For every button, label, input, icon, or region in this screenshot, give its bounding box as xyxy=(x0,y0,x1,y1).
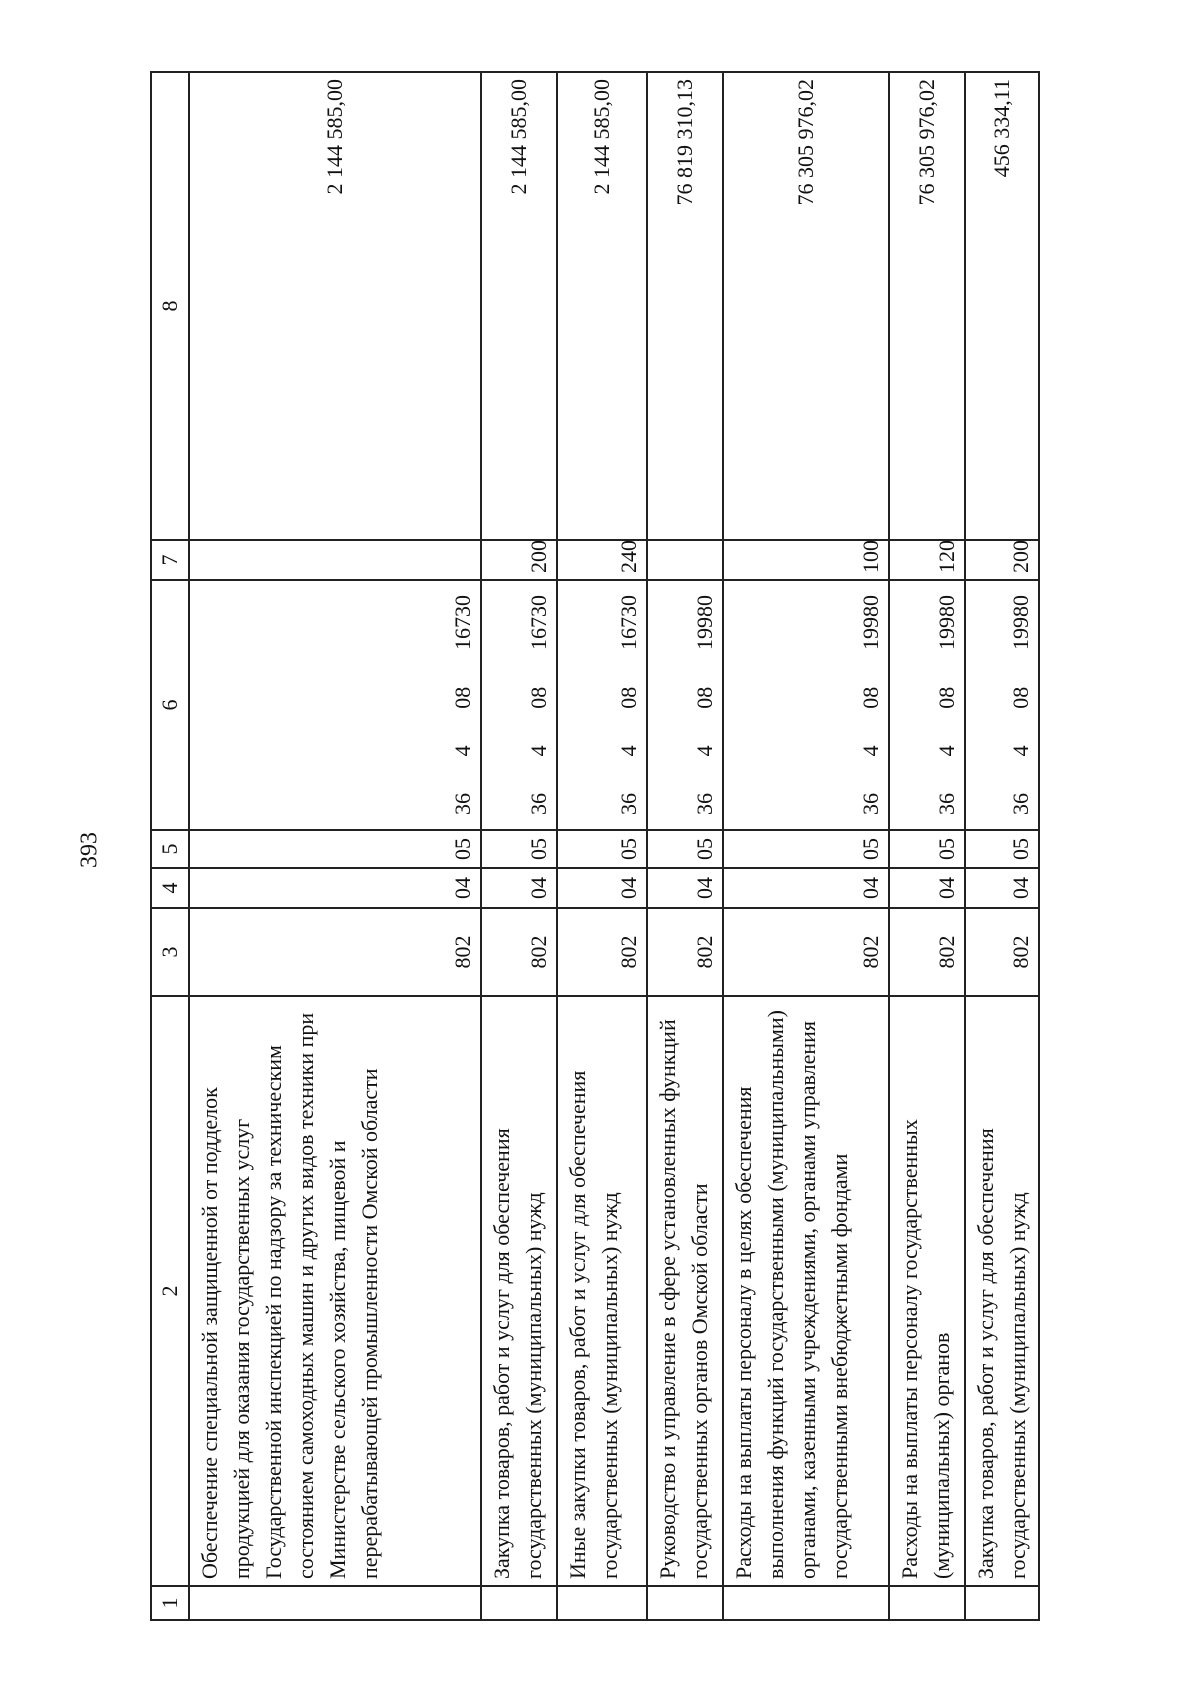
code-part: 19980 xyxy=(1008,595,1033,651)
cell-col-3: 802 xyxy=(189,908,481,996)
cell-col-3: 802 xyxy=(965,908,1039,996)
table-row xyxy=(965,72,1039,1620)
table-row xyxy=(647,72,723,1620)
cell-amount: 2 144 585,00 xyxy=(557,72,647,540)
cell-col-6 xyxy=(189,580,481,830)
cell-col-1 xyxy=(481,1586,557,1620)
cell-col-6 xyxy=(481,580,557,830)
cell-col-4: 04 xyxy=(189,868,481,908)
cell-col-7 xyxy=(647,540,723,580)
cell-col-6 xyxy=(723,580,889,830)
code-part: 08 xyxy=(934,686,959,709)
cell-col-1 xyxy=(647,1586,723,1620)
code-part: 4 xyxy=(1008,745,1033,757)
cell-col-6 xyxy=(557,580,647,830)
code-part: 19980 xyxy=(934,595,959,651)
code-part: 36 xyxy=(934,793,959,815)
cell-description: Расходы на выплаты персоналу государственных (муниципальных) органов xyxy=(889,996,965,1586)
header-row xyxy=(151,72,189,1620)
cell-col-1 xyxy=(557,1586,647,1620)
cell-col-5: 05 xyxy=(889,830,965,868)
cell-description: Расходы на выплаты персоналу в целях обеспечения выполнения функций государственными (муниципальными) органами, казенными учреждениями, органами управления государственными внебюджетными фондами xyxy=(723,996,889,1586)
cell-col-7: 100 xyxy=(723,540,889,580)
budget-table xyxy=(150,71,1040,1621)
code-part: 16730 xyxy=(616,595,641,651)
cell-col-5: 05 xyxy=(557,830,647,868)
cell-col-3: 802 xyxy=(889,908,965,996)
header-col-2: 2 xyxy=(151,996,189,1586)
code-part: 36 xyxy=(526,793,551,815)
table-row xyxy=(557,72,647,1620)
cell-col-1 xyxy=(723,1586,889,1620)
cell-col-1 xyxy=(889,1586,965,1620)
header-col-1: 1 xyxy=(151,1586,189,1620)
code-part: 4 xyxy=(858,745,883,757)
header-col-3: 3 xyxy=(151,908,189,996)
cell-col-7: 200 xyxy=(481,540,557,580)
cell-col-5: 05 xyxy=(647,830,723,868)
budget-table-container xyxy=(150,73,1033,1621)
code-part: 4 xyxy=(934,745,959,757)
cell-description: Иные закупки товаров, работ и услуг для обеспечения государственных (муниципальных) нужд xyxy=(557,996,647,1586)
code-part: 08 xyxy=(526,686,551,709)
table-row xyxy=(889,72,965,1620)
cell-col-7: 120 xyxy=(889,540,965,580)
cell-col-3: 802 xyxy=(723,908,889,996)
code-part: 08 xyxy=(858,686,883,709)
code-part: 36 xyxy=(692,793,717,815)
cell-description: Закупка товаров, работ и услуг для обеспечения государственных (муниципальных) нужд xyxy=(481,996,557,1586)
code-part: 4 xyxy=(692,745,717,757)
code-part: 08 xyxy=(450,686,475,709)
header-col-6: 6 xyxy=(151,580,189,830)
code-part: 16730 xyxy=(450,595,475,651)
code-part: 4 xyxy=(450,745,475,757)
cell-col-5: 05 xyxy=(965,830,1039,868)
header-col-7: 7 xyxy=(151,540,189,580)
cell-col-6 xyxy=(889,580,965,830)
code-part: 4 xyxy=(616,745,641,757)
cell-col-1 xyxy=(965,1586,1039,1620)
cell-description: Руководство и управление в сфере установленных функций государственных органов Омской области xyxy=(647,996,723,1586)
code-part: 19980 xyxy=(692,595,717,651)
cell-description: Закупка товаров, работ и услуг для обеспечения государственных (муниципальных) нужд xyxy=(965,996,1039,1586)
cell-col-7: 240 xyxy=(557,540,647,580)
cell-description: Обеспечение специальной защищенной от подделок продукцией для оказания государственных услуг Государственной инспекцией по надзору за техническим состоянием самоходных машин и других видов техники при Министерстве сельского хозяйства, пищевой и перерабатывающей промышленности Омской области xyxy=(189,996,481,1586)
code-part: 36 xyxy=(858,793,883,815)
cell-amount: 76 305 976,02 xyxy=(889,72,965,540)
cell-col-5: 05 xyxy=(189,830,481,868)
cell-amount: 76 819 310,13 xyxy=(647,72,723,540)
table-row xyxy=(481,72,557,1620)
cell-col-6 xyxy=(647,580,723,830)
cell-col-4: 04 xyxy=(557,868,647,908)
code-part: 36 xyxy=(450,793,475,815)
header-col-4: 4 xyxy=(151,868,189,908)
code-part: 19980 xyxy=(858,595,883,651)
code-part: 08 xyxy=(1008,686,1033,709)
code-part: 08 xyxy=(616,686,641,709)
cell-col-3: 802 xyxy=(557,908,647,996)
cell-col-6 xyxy=(965,580,1039,830)
cell-col-4: 04 xyxy=(965,868,1039,908)
code-part: 36 xyxy=(1008,793,1033,815)
table-row xyxy=(189,72,481,1620)
cell-col-3: 802 xyxy=(481,908,557,996)
code-part: 16730 xyxy=(526,595,551,651)
cell-col-5: 05 xyxy=(723,830,889,868)
header-col-8: 8 xyxy=(151,72,189,540)
cell-amount: 2 144 585,00 xyxy=(189,72,481,540)
table-row xyxy=(723,72,889,1620)
code-part: 08 xyxy=(692,686,717,709)
cell-col-7 xyxy=(189,540,481,580)
header-col-5: 5 xyxy=(151,830,189,868)
cell-col-4: 04 xyxy=(889,868,965,908)
code-part: 36 xyxy=(616,793,641,815)
cell-col-3: 802 xyxy=(647,908,723,996)
page-number: 393 xyxy=(76,832,103,868)
cell-col-4: 04 xyxy=(723,868,889,908)
code-part: 4 xyxy=(526,745,551,757)
cell-col-5: 05 xyxy=(481,830,557,868)
cell-amount: 76 305 976,02 xyxy=(723,72,889,540)
cell-col-4: 04 xyxy=(647,868,723,908)
cell-amount: 2 144 585,00 xyxy=(481,72,557,540)
cell-col-4: 04 xyxy=(481,868,557,908)
cell-amount: 456 334,11 xyxy=(965,72,1039,540)
cell-col-1 xyxy=(189,1586,481,1620)
cell-col-7: 200 xyxy=(965,540,1039,580)
